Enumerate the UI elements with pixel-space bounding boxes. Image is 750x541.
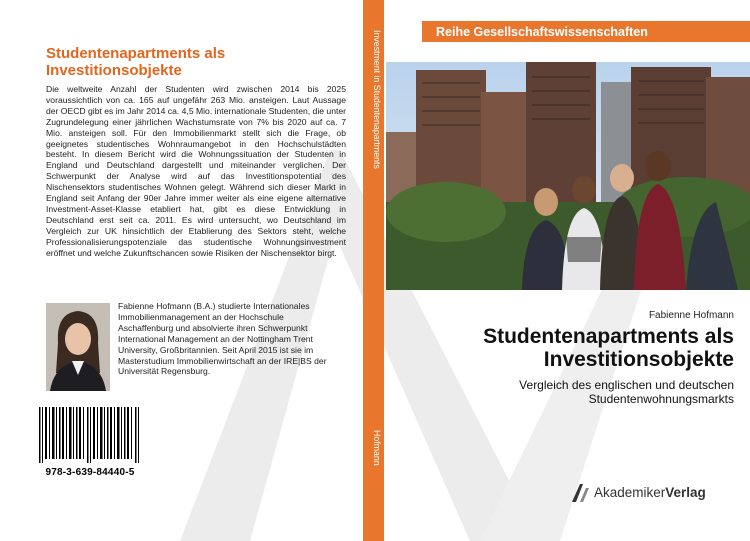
- front-author: Fabienne Hofmann: [648, 310, 734, 321]
- barcode: [35, 405, 145, 485]
- front-title: Studentenapartments als Investitionsobjekte: [483, 325, 734, 371]
- back-title: Studentenapartments als Investitionsobjekte: [46, 45, 226, 79]
- barcode-bars: [35, 405, 145, 465]
- isbn-number: 978-3-639-84440-5: [45, 467, 135, 478]
- spine-title: Investment in Studentenapartments: [372, 30, 382, 169]
- publisher-logo-icon: [572, 484, 592, 502]
- series-label: Reihe Gesellschaftswissenschaften: [436, 25, 648, 39]
- back-description: Die weltweite Anzahl der Studenten wird zwischen 2014 bis 2025 voraussichtlich von ca. 165 auf ungefähr 263 Mio. ansteigen. Laut Aussage der OECD gibt es im Jahr 2014 ca. 4,5 Mio. internationale Studenten, die unter Zugrundelegung einer jährlichen Wachstumsrate von 7% bis 2020 auf ca. 7 Mio. ansteigen soll. Für den Immobilienmarkt stellt sich die Frage, ob geeignetes studentisches Wohnraumangebot in den Hochschulstädten besteht. In diesem Bericht wird die Wohnungssituation der Studenten in England und Deutschland dargestellt und miteinander verglichen. Der Schwerpunkt der Analyse wird auf das Investitionspotential des Nischensektors studentisches Wohnen gelegt. Während sich dieser Markt in England seit Anfang der 90er Jahre immer weiter als eine eigene alternative Investment-Asset-Klasse etabliert hat, gibt es diese Entwicklung in Deutschland erst seit ca. 2011. Es wird untersucht, wo Deutschland im Vergleich zur UK hinsichtlich der Etablierung des Sektors steht, welche Professionalisierungspotenziale das studentische Wohnungsinvestment eröffnet und welche Zukunftschancen sowie Risiken der Nischensektor birgt.: [46, 84, 346, 258]
- series-band: [422, 21, 750, 42]
- cover-photo: [386, 62, 750, 290]
- front-subtitle: Vergleich des englischen und deutschen Studentenwohnungsmarkts: [519, 378, 734, 406]
- back-cover: [0, 0, 363, 541]
- author-bio: Fabienne Hofmann (B.A.) studierte Internationales Immobilienmanagement an der Hochschule Aschaffenburg und absolvierte ihren Schwerpunkt International Management an der Nottingham Trent University, Großbritannien. Seit April 2015 ist sie im Masterstudium Immobilienwirtschaft an der IRE|BS der Universität Regensburg.: [118, 301, 327, 377]
- front-cover: [384, 0, 750, 541]
- publisher-name-plain: Akademiker: [594, 485, 666, 500]
- author-portrait: [46, 303, 110, 391]
- publisher-name-bold: Verlag: [665, 485, 706, 500]
- spine: [363, 0, 384, 541]
- spine-author: Hofmann: [372, 430, 382, 466]
- publisher-name: [594, 485, 706, 500]
